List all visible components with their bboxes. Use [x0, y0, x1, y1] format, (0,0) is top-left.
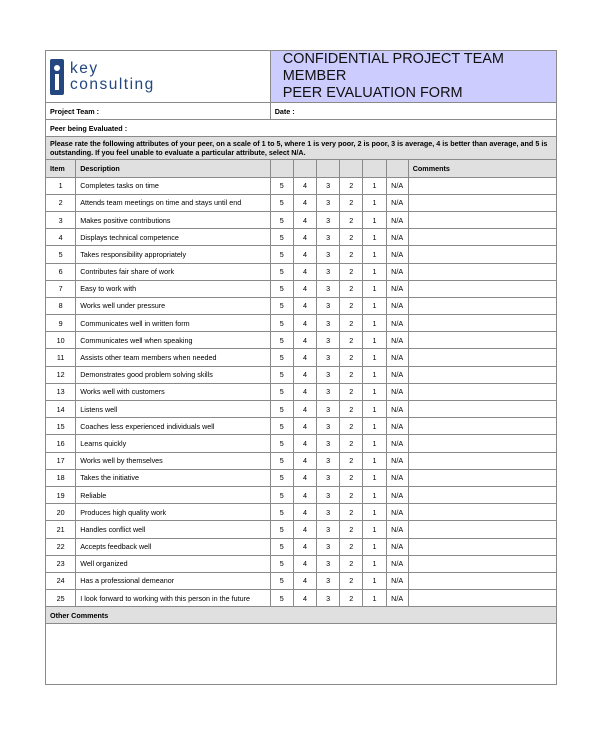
- item-comment[interactable]: [408, 332, 556, 349]
- rating-option[interactable]: 5: [270, 280, 293, 297]
- table-row: [46, 590, 557, 607]
- rating-option[interactable]: N/A: [386, 418, 408, 435]
- rating-option[interactable]: 2: [340, 469, 363, 486]
- item-description: Easy to work with: [76, 280, 270, 297]
- item-comment[interactable]: [408, 469, 556, 486]
- other-comments-label: Other Comments: [46, 607, 557, 624]
- rating-option[interactable]: 5: [270, 435, 293, 452]
- rating-option[interactable]: 4: [293, 521, 316, 538]
- item-number: 16: [46, 435, 76, 452]
- table-row: [46, 332, 557, 349]
- key-logo-icon: [50, 59, 64, 95]
- rating-option[interactable]: 3: [317, 280, 340, 297]
- item-comment[interactable]: [408, 280, 556, 297]
- item-number: 12: [46, 366, 76, 383]
- rating-option[interactable]: 2: [340, 280, 363, 297]
- rating-option[interactable]: 3: [317, 297, 340, 314]
- rating-option[interactable]: 2: [340, 572, 363, 589]
- rating-option[interactable]: 3: [317, 418, 340, 435]
- rating-option[interactable]: 2: [340, 555, 363, 572]
- peer-evaluation-form: [45, 50, 557, 685]
- item-description: Communicates well in written form: [76, 315, 270, 332]
- item-description: Attends team meetings on time and stays until end: [76, 194, 270, 211]
- logo-cell: [46, 51, 271, 103]
- rating-option[interactable]: 4: [293, 211, 316, 228]
- table-row: [46, 521, 557, 538]
- item-description: Contributes fair share of work: [76, 263, 270, 280]
- rating-option[interactable]: 1: [363, 452, 386, 469]
- rating-option[interactable]: 4: [293, 332, 316, 349]
- rating-option[interactable]: 3: [317, 486, 340, 503]
- rating-option[interactable]: 5: [270, 332, 293, 349]
- item-number: 2: [46, 194, 76, 211]
- rating-option[interactable]: N/A: [386, 263, 408, 280]
- table-row: [46, 452, 557, 469]
- rating-option[interactable]: 3: [317, 572, 340, 589]
- rating-option[interactable]: 2: [340, 504, 363, 521]
- rating-option[interactable]: N/A: [386, 538, 408, 555]
- item-comment[interactable]: [408, 211, 556, 228]
- column-header-row: [46, 160, 557, 177]
- rating-option[interactable]: N/A: [386, 555, 408, 572]
- form-title: [283, 51, 556, 102]
- item-number: 20: [46, 504, 76, 521]
- rating-option[interactable]: 3: [317, 332, 340, 349]
- rating-option[interactable]: N/A: [386, 332, 408, 349]
- table-row: [46, 504, 557, 521]
- rating-option[interactable]: 3: [317, 349, 340, 366]
- item-description: Demonstrates good problem solving skills: [76, 366, 270, 383]
- rating-option[interactable]: 2: [340, 297, 363, 314]
- rating-option[interactable]: 5: [270, 401, 293, 418]
- item-description: Learns quickly: [76, 435, 270, 452]
- rating-option[interactable]: 2: [340, 590, 363, 607]
- rating-option[interactable]: 1: [363, 435, 386, 452]
- rating-option[interactable]: 1: [363, 263, 386, 280]
- rating-option[interactable]: 3: [317, 590, 340, 607]
- rating-option[interactable]: 2: [340, 435, 363, 452]
- rating-option[interactable]: 1: [363, 504, 386, 521]
- rating-option[interactable]: N/A: [386, 177, 408, 194]
- item-comment[interactable]: [408, 177, 556, 194]
- item-number: 25: [46, 590, 76, 607]
- rating-option[interactable]: 2: [340, 263, 363, 280]
- rating-option[interactable]: 4: [293, 486, 316, 503]
- rating-option[interactable]: 3: [317, 366, 340, 383]
- rating-option[interactable]: 5: [270, 349, 293, 366]
- item-number: 17: [46, 452, 76, 469]
- item-number: 24: [46, 572, 76, 589]
- company-logo: [46, 54, 270, 100]
- rating-option[interactable]: N/A: [386, 280, 408, 297]
- item-description: Produces high quality work: [76, 504, 270, 521]
- rating-option[interactable]: 2: [340, 246, 363, 263]
- rating-option[interactable]: 5: [270, 297, 293, 314]
- rating-option[interactable]: 1: [363, 194, 386, 211]
- rating-option[interactable]: 2: [340, 538, 363, 555]
- rating-option[interactable]: 1: [363, 469, 386, 486]
- item-description: Completes tasks on time: [76, 177, 270, 194]
- item-description: Handles conflict well: [76, 521, 270, 538]
- peer-evaluated-field[interactable]: Peer being Evaluated :: [46, 120, 557, 137]
- rating-option[interactable]: 4: [293, 349, 316, 366]
- item-number: 1: [46, 177, 76, 194]
- table-row: [46, 194, 557, 211]
- rating-option[interactable]: 3: [317, 521, 340, 538]
- item-comment[interactable]: [408, 452, 556, 469]
- item-description: Takes responsibility appropriately: [76, 246, 270, 263]
- item-comment[interactable]: [408, 401, 556, 418]
- rating-option[interactable]: 2: [340, 521, 363, 538]
- rating-option[interactable]: 3: [317, 555, 340, 572]
- item-comment[interactable]: [408, 521, 556, 538]
- rating-option[interactable]: 2: [340, 332, 363, 349]
- item-comment[interactable]: [408, 504, 556, 521]
- table-row: [46, 280, 557, 297]
- rating-option[interactable]: 1: [363, 177, 386, 194]
- item-comment[interactable]: [408, 194, 556, 211]
- table-row: [46, 315, 557, 332]
- table-row: [46, 572, 557, 589]
- rating-option[interactable]: 3: [317, 383, 340, 400]
- item-description: Communicates well when speaking: [76, 332, 270, 349]
- rating-option[interactable]: N/A: [386, 297, 408, 314]
- rating-option[interactable]: 4: [293, 246, 316, 263]
- rating-option[interactable]: 1: [363, 401, 386, 418]
- rating-option[interactable]: 4: [293, 280, 316, 297]
- rating-option[interactable]: 3: [317, 263, 340, 280]
- rating-option[interactable]: 2: [340, 486, 363, 503]
- rating-option[interactable]: 4: [293, 177, 316, 194]
- rating-option[interactable]: 4: [293, 572, 316, 589]
- rating-option[interactable]: 5: [270, 418, 293, 435]
- other-comments-row: [46, 624, 557, 685]
- rating-option[interactable]: 4: [293, 469, 316, 486]
- rating-option[interactable]: 5: [270, 211, 293, 228]
- item-description: Listens well: [76, 401, 270, 418]
- rating-option[interactable]: 3: [317, 315, 340, 332]
- rating-option[interactable]: 3: [317, 194, 340, 211]
- rating-option[interactable]: 3: [317, 504, 340, 521]
- rating-option[interactable]: N/A: [386, 246, 408, 263]
- item-comment[interactable]: [408, 435, 556, 452]
- rating-option[interactable]: 2: [340, 366, 363, 383]
- table-row: [46, 383, 557, 400]
- rating-option[interactable]: 3: [317, 469, 340, 486]
- rating-option[interactable]: 3: [317, 177, 340, 194]
- rating-option[interactable]: 2: [340, 194, 363, 211]
- table-row: [46, 435, 557, 452]
- item-description: Assists other team members when needed: [76, 349, 270, 366]
- item-description: Has a professional demeanor: [76, 572, 270, 589]
- item-number: 10: [46, 332, 76, 349]
- project-team-field[interactable]: Project Team :: [46, 103, 271, 120]
- table-row: [46, 486, 557, 503]
- rating-option[interactable]: 4: [293, 538, 316, 555]
- title-line-2: PEER EVALUATION FORM: [282, 85, 463, 101]
- rating-option[interactable]: 5: [270, 366, 293, 383]
- table-row: [46, 349, 557, 366]
- rating-option[interactable]: 2: [340, 452, 363, 469]
- rating-option[interactable]: 3: [317, 229, 340, 246]
- rating-option[interactable]: N/A: [386, 349, 408, 366]
- evaluation-table: [45, 50, 557, 685]
- rating-option[interactable]: N/A: [386, 366, 408, 383]
- rating-option[interactable]: 2: [340, 383, 363, 400]
- item-comment[interactable]: [408, 383, 556, 400]
- description-column-header: Description: [76, 160, 270, 177]
- item-number: 15: [46, 418, 76, 435]
- rating-option[interactable]: 4: [293, 297, 316, 314]
- item-comment[interactable]: [408, 315, 556, 332]
- rating-option[interactable]: 4: [293, 315, 316, 332]
- rating-option[interactable]: N/A: [386, 572, 408, 589]
- rating-option[interactable]: 2: [340, 177, 363, 194]
- rating-option[interactable]: 3: [317, 538, 340, 555]
- item-description: Accepts feedback well: [76, 538, 270, 555]
- item-description: Works well under pressure: [76, 297, 270, 314]
- item-number: 7: [46, 280, 76, 297]
- rating-option[interactable]: 5: [270, 229, 293, 246]
- rating-option[interactable]: 5: [270, 555, 293, 572]
- rating-option[interactable]: 5: [270, 590, 293, 607]
- item-number: 4: [46, 229, 76, 246]
- rating-option[interactable]: N/A: [386, 211, 408, 228]
- table-row: [46, 177, 557, 194]
- rating-option[interactable]: 1: [363, 418, 386, 435]
- title-cell: [270, 51, 556, 103]
- rating-option[interactable]: N/A: [386, 452, 408, 469]
- rating-option[interactable]: 4: [293, 263, 316, 280]
- item-description: Well organized: [76, 555, 270, 572]
- item-comment[interactable]: [408, 486, 556, 503]
- item-number: 22: [46, 538, 76, 555]
- rating-option[interactable]: 1: [363, 366, 386, 383]
- item-number: 3: [46, 211, 76, 228]
- rating-option[interactable]: 5: [270, 177, 293, 194]
- rating-option[interactable]: 4: [293, 366, 316, 383]
- rating-option[interactable]: 2: [340, 401, 363, 418]
- item-number: 21: [46, 521, 76, 538]
- rating-option[interactable]: 4: [293, 590, 316, 607]
- item-comment[interactable]: [408, 418, 556, 435]
- rating-option[interactable]: 5: [270, 452, 293, 469]
- rating-option[interactable]: 4: [293, 194, 316, 211]
- rating-option[interactable]: 1: [363, 590, 386, 607]
- item-number: 13: [46, 383, 76, 400]
- item-description: I look forward to working with this person in the future: [76, 590, 270, 607]
- form-header: [46, 51, 557, 103]
- rating-option[interactable]: 1: [363, 332, 386, 349]
- item-description: Reliable: [76, 486, 270, 503]
- item-comment[interactable]: [408, 349, 556, 366]
- item-description: Works well by themselves: [76, 452, 270, 469]
- item-number: 11: [46, 349, 76, 366]
- rating-option[interactable]: 5: [270, 315, 293, 332]
- item-comment[interactable]: [408, 297, 556, 314]
- item-number: 18: [46, 469, 76, 486]
- item-number: 9: [46, 315, 76, 332]
- rating-option[interactable]: 2: [340, 229, 363, 246]
- rating-option[interactable]: 4: [293, 452, 316, 469]
- item-number: 19: [46, 486, 76, 503]
- rating-option[interactable]: N/A: [386, 504, 408, 521]
- rating-option[interactable]: 3: [317, 246, 340, 263]
- rating-option[interactable]: 5: [270, 194, 293, 211]
- rating-option[interactable]: 4: [293, 435, 316, 452]
- rating-option[interactable]: 1: [363, 486, 386, 503]
- table-row: [46, 366, 557, 383]
- rating-option[interactable]: 1: [363, 246, 386, 263]
- rating-option[interactable]: N/A: [386, 401, 408, 418]
- rating-option[interactable]: 5: [270, 572, 293, 589]
- table-row: [46, 246, 557, 263]
- item-description: Takes the initiative: [76, 469, 270, 486]
- table-row: [46, 555, 557, 572]
- logo-line-1: key: [70, 59, 99, 77]
- item-number: 5: [46, 246, 76, 263]
- table-row: [46, 263, 557, 280]
- rating-option[interactable]: 5: [270, 521, 293, 538]
- item-description: Works well with customers: [76, 383, 270, 400]
- rating-option[interactable]: 2: [340, 315, 363, 332]
- rating-option[interactable]: 5: [270, 469, 293, 486]
- rating-option[interactable]: 4: [293, 383, 316, 400]
- table-row: [46, 297, 557, 314]
- rating-option[interactable]: 1: [363, 211, 386, 228]
- rating-option[interactable]: N/A: [386, 521, 408, 538]
- rating-option[interactable]: 1: [363, 383, 386, 400]
- instructions: Please rate the following attributes of your peer, on a scale of 1 to 5, where 1 is very poor, 2 is poor, 3 is average, 4 is better than average, and 5 is outstanding. If you feel unable to evaluate a particular attribute, select N/A.: [46, 137, 557, 160]
- item-column-header: Item: [46, 160, 76, 177]
- rating-option[interactable]: 2: [340, 211, 363, 228]
- rating-option[interactable]: 3: [317, 435, 340, 452]
- date-field[interactable]: Date :: [270, 103, 556, 120]
- rating-option[interactable]: N/A: [386, 229, 408, 246]
- instructions-row: [46, 137, 557, 160]
- rating-option[interactable]: N/A: [386, 435, 408, 452]
- rating-option[interactable]: 1: [363, 349, 386, 366]
- rating-option[interactable]: 4: [293, 229, 316, 246]
- rating-option[interactable]: 4: [293, 401, 316, 418]
- rating-option[interactable]: 1: [363, 572, 386, 589]
- item-description: Coaches less experienced individuals well: [76, 418, 270, 435]
- item-description: Displays technical competence: [76, 229, 270, 246]
- rating-option[interactable]: 5: [270, 263, 293, 280]
- rating-option[interactable]: 1: [363, 229, 386, 246]
- rating-option[interactable]: 4: [293, 504, 316, 521]
- item-number: 23: [46, 555, 76, 572]
- rating-option[interactable]: 5: [270, 383, 293, 400]
- rating-option[interactable]: 3: [317, 452, 340, 469]
- rating-option[interactable]: 1: [363, 315, 386, 332]
- item-comment[interactable]: [408, 572, 556, 589]
- item-comment[interactable]: [408, 229, 556, 246]
- rating-option[interactable]: 4: [293, 418, 316, 435]
- rating-option[interactable]: N/A: [386, 383, 408, 400]
- rating-option[interactable]: 3: [317, 401, 340, 418]
- item-comment[interactable]: [408, 366, 556, 383]
- comments-column-header: Comments: [408, 160, 556, 177]
- logo-line-2: consulting: [70, 75, 155, 93]
- table-row: [46, 401, 557, 418]
- item-comment[interactable]: [408, 555, 556, 572]
- rating-option[interactable]: 1: [363, 280, 386, 297]
- rating-option[interactable]: 1: [363, 555, 386, 572]
- item-comment[interactable]: [408, 263, 556, 280]
- rating-option[interactable]: 5: [270, 538, 293, 555]
- rating-option[interactable]: 3: [317, 211, 340, 228]
- rating-option[interactable]: N/A: [386, 315, 408, 332]
- rating-option[interactable]: 2: [340, 418, 363, 435]
- rating-option[interactable]: 1: [363, 521, 386, 538]
- item-number: 6: [46, 263, 76, 280]
- table-row: [46, 538, 557, 555]
- table-row: [46, 229, 557, 246]
- table-row: [46, 211, 557, 228]
- rating-option[interactable]: N/A: [386, 590, 408, 607]
- rating-option[interactable]: 1: [363, 538, 386, 555]
- item-comment[interactable]: [408, 590, 556, 607]
- project-date-row: [46, 103, 557, 120]
- rating-option[interactable]: 4: [293, 555, 316, 572]
- rating-option[interactable]: 2: [340, 349, 363, 366]
- rating-option[interactable]: 5: [270, 504, 293, 521]
- rating-option[interactable]: 5: [270, 246, 293, 263]
- peer-row: [46, 120, 557, 137]
- item-number: 14: [46, 401, 76, 418]
- other-comments-header-row: [46, 607, 557, 624]
- item-description: Makes positive contributions: [76, 211, 270, 228]
- rating-option[interactable]: 5: [270, 486, 293, 503]
- rating-option[interactable]: 1: [363, 297, 386, 314]
- item-comment[interactable]: [408, 538, 556, 555]
- title-line-1: CONFIDENTIAL PROJECT TEAM MEMBER: [282, 51, 504, 84]
- item-comment[interactable]: [408, 246, 556, 263]
- rating-option[interactable]: N/A: [386, 469, 408, 486]
- item-number: 8: [46, 297, 76, 314]
- rating-option[interactable]: N/A: [386, 486, 408, 503]
- other-comments-field[interactable]: [46, 624, 557, 685]
- rating-option[interactable]: N/A: [386, 194, 408, 211]
- table-row: [46, 418, 557, 435]
- table-row: [46, 469, 557, 486]
